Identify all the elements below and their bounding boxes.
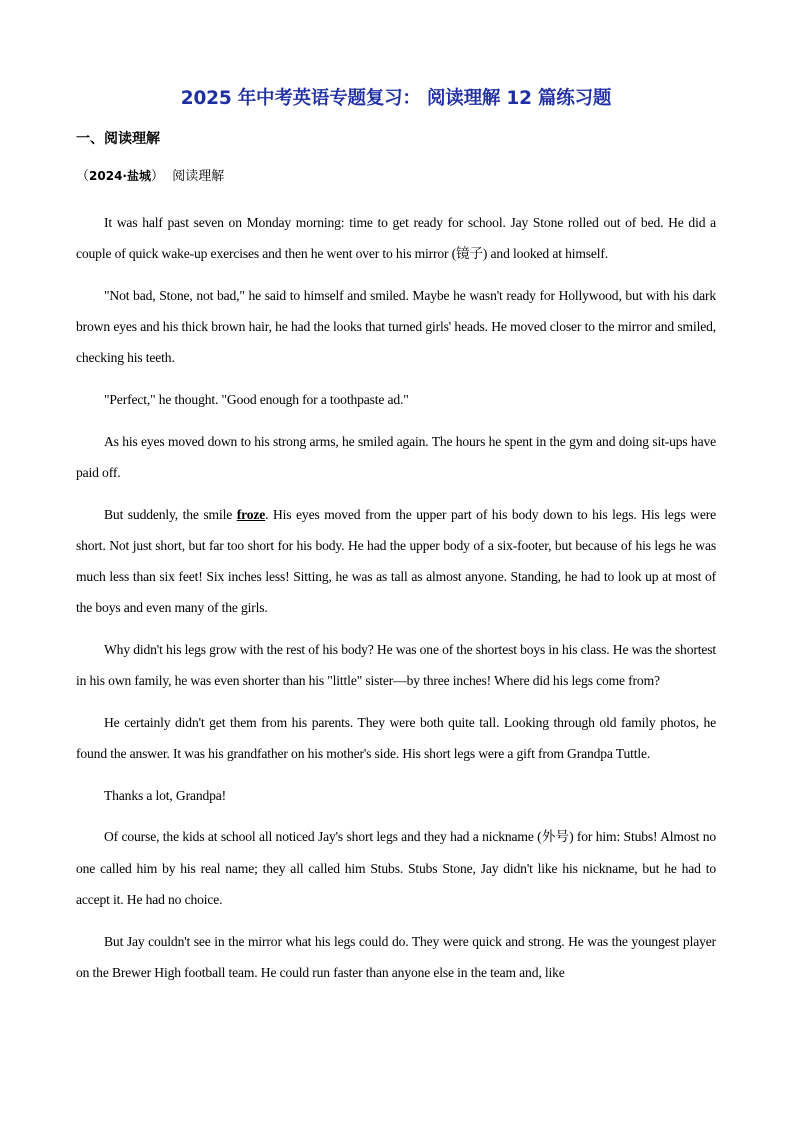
paragraph-3: "Perfect," he thought. "Good enough for a toothpaste ad." (104, 392, 409, 408)
source-label: 阅读理解 (172, 169, 225, 184)
paragraph-8: Thanks a lot, Grandpa! (104, 787, 227, 803)
source-open-paren: （ (76, 169, 90, 184)
paragraph-5 (76, 499, 716, 624)
document-page (76, 86, 716, 998)
paragraph-7: He certainly didn't get them from his parents. They were both quite tall. Looking through old family photos, he found the answer. It was his grandfather on his mother's side. His short legs were a gift from Grandpa Tuttle. (76, 714, 716, 762)
highlighted-word: froze (236, 506, 266, 522)
paragraph-2: "Not bad, Stone, not bad," he said to himself and smiled. Maybe he wasn't ready for Hollywood, but with his dark brown eyes and his thick brown hair, he had the looks that turned girls' heads. He moved closer to the mirror and smiled, checking his teeth. (76, 287, 716, 366)
paragraph-5-before: But suddenly, the smile (104, 506, 237, 522)
paragraph-4: As his eyes moved down to his strong arms, he smiled again. The hours he spent in the gym and doing sit-ups have paid off. (76, 433, 716, 480)
section-heading: 一、阅读理解 (76, 131, 160, 147)
paragraph-5-after: . His eyes moved from the upper part of his body down to his legs. His legs were short. Not just short, but far too short for his body. He had the upper body of a six-footer, but because of his legs he was much less than six feet! Six inches less! Sitting, he was as tall as almost anyone. Standing, he had to look up at most of the boys and even many of the girls. (76, 506, 716, 616)
paragraph-6: Why didn't his legs grow with the rest of his body? He was one of the shortest boys in his class. He was the shortest in his own family, he was even shorter than his "little" sister—by three inches! Where did his legs come from? (76, 641, 717, 689)
passage-source (76, 166, 716, 187)
paragraph-1: It was half past seven on Monday morning: time to get ready for school. Jay Stone rolled out of bed. He did a couple of quick wake-up exercises and then he went over to his mirror (镜子) and looked at himself. (76, 215, 716, 262)
paragraph-9: Of course, the kids at school all noticed Jay's short legs and they had a nickname (外号) for him: Stubs! Almost no one called him by his real name; they all called him Stubs. Stubs Stone, Jay didn't like his nickname, but he had to accept it. He had no choice. (76, 829, 716, 907)
paragraph-10: But Jay couldn't see in the mirror what his legs could do. They were quick and strong. He was the youngest player on the Brewer High football team. He could run faster than anyone else in the team and, like (76, 933, 716, 980)
source-tag: 2024·盐城 (89, 169, 151, 183)
document-title: 2025 年中考英语专题复习： 阅读理解 12 篇练习题 (180, 88, 612, 109)
source-close-paren: ） (150, 169, 164, 184)
